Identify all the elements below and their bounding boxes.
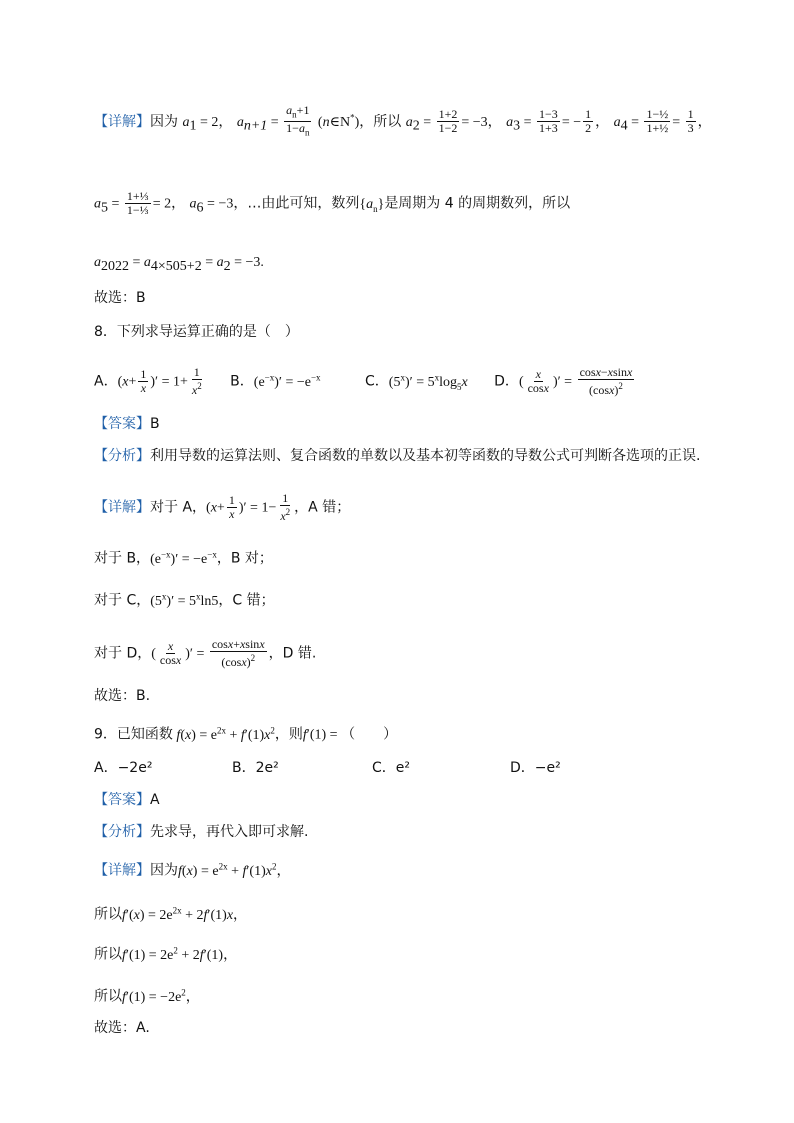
formula-fraction: $\frac{\text{1+⅓}}{\text{1−⅓}}$: [126, 189, 149, 217]
q7-detail-line-2: $a_5$ = $\frac{\text{1+⅓}}{\text{1−⅓}}$ = 2， $a_6 = -3$，…由此可知，数列$\{a_n\}$是周期为 4 的周期数列，所以: [94, 189, 571, 217]
q8-stem: 8．下列求导运算正确的是（ ）: [94, 324, 299, 340]
answer-label: 【答案】: [94, 792, 150, 808]
formula-fraction: $\frac{\text{1−½}}{\text{1+½}}$: [646, 107, 669, 136]
text: 是周期为 4 的周期数列，所以: [384, 195, 571, 212]
q8-answer-line: 故选：B.: [94, 688, 151, 704]
q8-detail-b: 对于 B，$(e^{-x})' = -e^{-x}$，B 对；: [94, 549, 273, 567]
q8-option-d: D．( $\frac{x}{\cos x}$ )′ = $\frac{\cos x-xsinx}{(\cos x)^2}$: [494, 365, 633, 397]
q8-detail-d: 对于 D，( $\frac{x}{\cos x}$ )′ = $\frac{\cos x+xsinx}{(\cos x)^2}$ ，D 错.: [94, 637, 317, 669]
text: 所以: [94, 906, 122, 923]
formula-fraction: $\frac{1}{3}$: [687, 107, 694, 136]
answer-label: 【答案】: [94, 416, 150, 432]
answer-value: A: [150, 792, 160, 808]
q8-option-a: A．(x+ $\frac{1}{x}$ )′ = 1+ $\frac{1}{x^2}$: [94, 365, 202, 397]
text: 对于 B，: [94, 550, 151, 567]
option-label: C．: [365, 373, 389, 390]
analysis-label: 【分析】: [94, 448, 150, 464]
text: 所以: [94, 946, 122, 963]
formula-fraction: $\frac{1+2}{1-2}$: [438, 107, 458, 136]
text: 所以: [94, 988, 122, 1005]
text: （ ）: [341, 726, 398, 743]
q8-option-c: C．$(5^x)' = 5^x\log_5x$: [365, 371, 468, 392]
formula-fraction: $\frac{a_n+1}{1-a_n}$: [286, 103, 310, 138]
q9-stem: 9．已知函数 $f(x) = e^{2x} + f'(1)x^2$，则f′(1) = （ ）: [94, 725, 398, 743]
formula-fraction: $\frac{1}{x^2}$: [191, 365, 202, 397]
formula-fraction: $\frac{1-3}{1+3}$: [539, 107, 558, 136]
formula-fraction: $\frac{1}{x}$: [140, 367, 147, 395]
option-label: A．: [94, 373, 118, 390]
text: ，D 错.: [268, 645, 317, 662]
q9-options: [94, 758, 561, 778]
text: …由此可知，数列: [247, 195, 360, 212]
q9-detail-4: 所以$f'(1) = -2e^2$，: [94, 987, 200, 1005]
q7-answer-line: 故选：B: [94, 290, 146, 306]
text: 对于 D，: [94, 645, 152, 662]
formula-fraction: $\frac{\cos x+xsinx}{(\cos x)^2}$: [211, 637, 265, 669]
analysis-text: 利用导数的运算法则、复合函数的单数以及基本初等函数的导数公式可判断各选项的正误.: [150, 448, 701, 464]
q8-detail-c: 对于 C，$(5^x)' = 5^x\ln 5$，C 错；: [94, 591, 275, 609]
q8-answer: [94, 414, 160, 434]
formula-fraction: $\frac{\cos x-xsinx}{(\cos x)^2}$: [579, 365, 633, 397]
q9-option-c: C．e²: [372, 760, 411, 776]
text: 对于 A，: [150, 499, 207, 516]
answer-value: B: [150, 416, 160, 432]
text: ，A 错；: [294, 499, 351, 516]
detail-label: 【详解】: [94, 499, 150, 516]
text: ，C 错；: [218, 592, 275, 609]
detail-label: 【详解】: [94, 862, 150, 879]
q7-detail-line-3: $a_{2022} = a_{4\times 505+2} = a_2 = -3$.: [94, 255, 264, 274]
q8-detail-a: 【详解】对于 A，(x+ $\frac{1}{x}$ )′ = 1− $\frac{1}{x^2}$ ，A 错；: [94, 491, 351, 523]
analysis-label: 【分析】: [94, 824, 150, 840]
analysis-text: 先求导，再代入即可求解.: [150, 824, 309, 840]
text: 因为: [150, 862, 178, 879]
option-label: B．: [230, 373, 254, 390]
q8-option-b: B．$(e^{-x})' = -e^{-x}$: [230, 371, 321, 390]
q8-options: [94, 366, 636, 397]
text: ，B 对；: [216, 550, 273, 567]
q9-option-b: B．2e²: [232, 760, 279, 776]
formula-fraction: $\frac{1}{x^2}$: [280, 491, 291, 523]
text: 因为: [150, 113, 178, 130]
text: 9．已知函数: [94, 726, 173, 743]
text: 对于 C，: [94, 592, 151, 609]
text: ，所以: [359, 113, 402, 130]
formula-fraction: $\frac{x}{\cos x}$: [159, 639, 182, 667]
q9-detail-3: 所以$f'(1) = 2e^2 + 2f'(1)$，: [94, 945, 238, 963]
q9-option-d: D．−e²: [510, 760, 561, 776]
detail-label: 【详解】: [94, 113, 150, 130]
formula-fraction: $\frac{1}{x}$: [228, 493, 235, 521]
q9-answer: [94, 790, 160, 810]
q8-analysis: [94, 446, 700, 466]
formula-fraction: $\frac{1}{2}$: [585, 107, 592, 136]
q7-detail-line-1: 【详解】因为 $a_1 = 2$， $a_{n+1}$ = $\frac{a_n+1}{1-a_n}$ (n∈N*)，所以 $a_2$ = $\frac{1+2}{1-2}$ = −3， $a_3$ = $\frac{1-3}{1+3}$ = − $\frac{1}{2}$ ， $a_4$ = $\frac{\text{1−½}}{\text{1+½}}$ = $\frac{1}{3}$ ，: [94, 103, 712, 138]
q9-option-a: A．−2e²: [94, 760, 153, 776]
option-label: D．: [494, 373, 519, 390]
q9-analysis: [94, 822, 308, 842]
q9-answer-line: 故选：A.: [94, 1020, 150, 1036]
q9-detail-2: 所以$f'(x) = 2e^{2x} + 2f'(1)x$，: [94, 905, 248, 923]
q9-detail-1: 【详解】因为$f(x) = e^{2x} + f'(1)x^2$，: [94, 861, 291, 879]
formula-fraction: $\frac{x}{\cos x}$: [527, 367, 549, 395]
text: ，则: [274, 726, 303, 743]
